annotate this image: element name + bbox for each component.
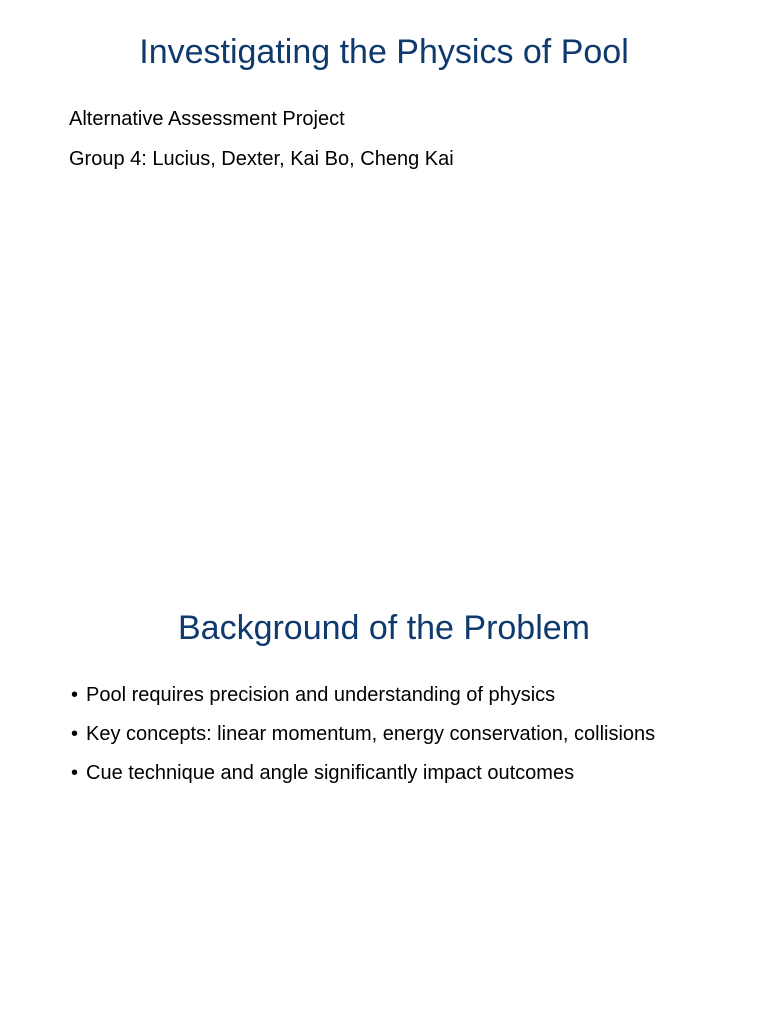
bullet-icon: • — [71, 723, 79, 745]
group-members: Group 4: Lucius, Dexter, Kai Bo, Cheng Kai — [69, 148, 454, 170]
background-slide — [0, 577, 768, 1024]
bullet-text: Cue technique and angle significantly impact outcomes — [86, 762, 575, 784]
bullet-icon: • — [71, 684, 79, 706]
bullet-item — [71, 761, 574, 785]
bullet-icon: • — [71, 762, 79, 784]
subtitle: Alternative Assessment Project — [69, 108, 345, 130]
bullet-text: Pool requires precision and understanding of physics — [86, 684, 556, 706]
bullet-item — [71, 683, 555, 707]
bullet-item — [71, 722, 655, 746]
slide-title: Investigating the Physics of Pool — [139, 33, 629, 71]
bullet-text: Key concepts: linear momentum, energy conservation, collisions — [86, 723, 656, 745]
slide-title: Background of the Problem — [177, 609, 591, 647]
